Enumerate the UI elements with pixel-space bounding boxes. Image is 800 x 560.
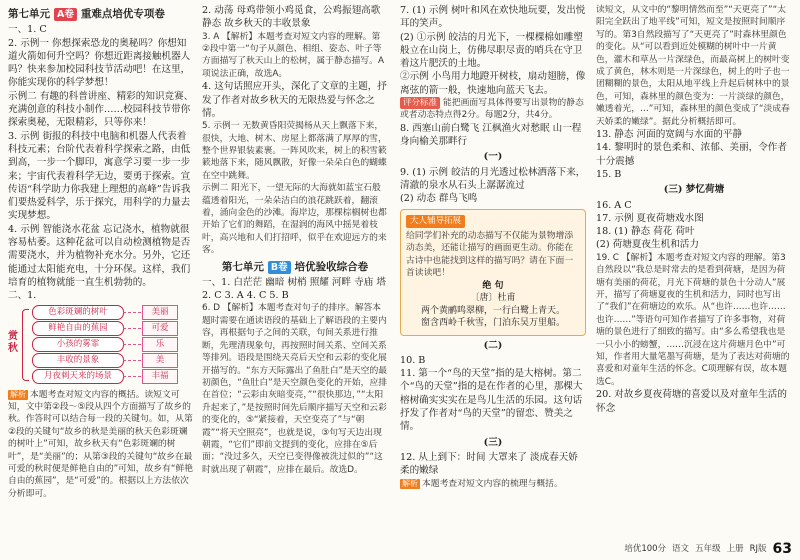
answer-q5-ex1: 5. 示例一 无数黄昏阳荧揭杨从天上飘落下来，很快，大地、树木、房屋上都落满了厚厚的雪，整个世界银装素裹。一阵风吹来，树上的积雪簌簌地落下来，随风飘散，好像一朵朵白色的蝴蝶在空中跳舞。: [202, 121, 387, 181]
analysis-block: [8, 389, 194, 501]
diagram-pill: 鲜艳自由的蕉园: [32, 321, 124, 336]
page-number: 63: [772, 540, 792, 557]
answer-q7-2: (2) ①示例 皎洁的月光下，一棵棵棉如雕塑般立在山岗上，仿佛尽职尽责的哨兵在守卫着这片肥沃的土地。: [400, 31, 583, 70]
answer-q1: 一、1. C: [8, 24, 47, 36]
answer-q7-1: 7. (1) 示例 树叶和风在欢快地玩要，发出悦耳的笑声。: [400, 5, 586, 30]
answer-s6: 6. D 【解析】本题考查对句子的排序。解答本题时需要在通读语段的基础上了解语段的主要内容，再根据句子之间的关联，句间关系进行推断，先理清现象句，再按照时间关系、空间关系等排列。语段是围绕天亮后天空和云彩的变化展开描写的。“东方天际露出了鱼肚白”是天空的最初颜色，“鱼肚白”是天空颜色变化的开始，应排在首位；“云彩由灰暗变亮，”“很快那边，”“太阳升起来了，”是按照时间先后顺序描写天空和云彩的变化的，⑤“紧接着，天空变亮了”与“朝霞”“将天空照亮”，也就是说，③句写天边出现朝霞，“它们”即前文提到的变化，应排在⑤后面；“没过多久，天空已变得像被洗过似的”“这时就出现了朝霞”，应排在最后。故选D。: [202, 303, 388, 475]
poem-line: 窗含西岭千秋雪，门泊东吴万里船。: [420, 318, 565, 329]
tip-text: 给同学们补充的动态描写不仅能为景物增添动态美，还能让描写的画面更生动。你能在古诗中也能找到这样的描写吗？请在下面一首读读吧！: [406, 230, 574, 279]
answer-q3: 3. A 【解析】本题考查对短文内容的理解。第②段中第一“句子从颜色、相组、姿态、叶子等方面描写了秋天山上的松树，属于静态描写。A项说法正确，故选A。: [202, 31, 384, 79]
answer-q4: 4. 这句话照应开头，深化了文章的主题，抒发了作者对故乡秋天的无限热爱与怀念之情。: [202, 81, 387, 119]
scoring-text: 能把画面写具体得要写出景物的静态或者动态特点得2分。每题2分，共4分。: [400, 98, 584, 121]
scoring-tag: 评分标准: [400, 97, 440, 109]
answer-q20: 20. 对故乡夏夜荷塘的喜爱以及对童年生活的怀念: [596, 389, 787, 414]
unit-label: 第七单元: [221, 260, 264, 273]
answer-q18-1: 18. (1) 静态 荷花 荷叶: [596, 226, 695, 238]
diagram-connector: [123, 360, 141, 361]
diagram-label: 赏 秋: [8, 330, 18, 354]
footer-book: 培优100分: [624, 543, 667, 554]
poem-title: 绝 句: [482, 280, 504, 291]
answer-q10: 10. B: [400, 354, 426, 366]
answer-q18-2: (2) 荷塘夏夜生机和活力: [596, 239, 699, 251]
column-3: [400, 4, 586, 490]
answer-q3: 3. 示例 街报的科技中电脑和机器人代表着科技元素；台阶代表着科学探索之路，由低到高，一步一个脚印，寓意学习要一步一步来；宇宙代表着科学无边，要勇于探索。宣传语“科学助力你我建上理想的高峰”告诉我们要热爱科学，乐于探究，用科学的力量去实现梦想。: [8, 130, 191, 222]
tip-title: 大人辅导拓展: [406, 215, 465, 228]
answer-q12: 12. 从上到下：时间 大罩来了 淡成春天娇柔的嫩绿: [400, 451, 578, 477]
scoring-block: [400, 97, 586, 122]
answer-q11b: 11. 第一个“鸟的天堂”指的是大榕树。第二个“鸟的天堂”指的是在作者的心里，那棵大榕树确实实实在是鸟儿生活的乐园。这句话抒发了作者对“鸟的天堂”的留恋、赞美之情。: [400, 368, 583, 433]
column-1: [8, 4, 194, 500]
diagram-connector: [123, 328, 141, 329]
answer-q7-3: ②示例 小鸟用力地蹬开树枝，扇动翅膀，像离弦的箭一般，快速地向蓝天飞去。: [400, 71, 586, 96]
diagram-pill: 月夜刺天来的场景: [32, 369, 124, 384]
unit-header-a: [8, 8, 194, 21]
answer-q14: 14. 黎明时的景色柔和、浓郁、美丽，令作者十分震撼: [596, 142, 787, 167]
column-2: [202, 4, 388, 476]
diagram-answer: 美丽: [142, 305, 178, 320]
footer-term: 上册: [726, 543, 744, 554]
diagram-connector: [123, 344, 141, 345]
diagram-pill: 色彩斑斓的树叶: [32, 305, 124, 320]
answer-s1: 一、1. 白茫茫 幽暗 树梢 照耀 河畔 寺庙 塔: [202, 276, 386, 288]
analysis-q12: [400, 478, 586, 490]
answer-q8: 8. 西塞山前白鹭飞 江枫渔火对愁眠 山一程 身向榆关那畔行: [400, 122, 582, 148]
answer-q4: 4. 示例 智能浇水花盆 忘记浇水，植物就很容易枯萎。这种花盆可以自动检测植物是否需要浇水，并为植物补充水分。另外，它还能通过太阳能充电，十分环保。这样，我们培育的植物就能一直生机勃勃的。: [8, 223, 191, 288]
answer-q13: 13. 静态 河面的宽阔与水面的平静: [596, 129, 743, 141]
footer-subject: 语文: [672, 543, 690, 554]
page-footer: [624, 540, 792, 557]
diagram-pill: 丰收的景象: [32, 353, 124, 368]
tip-box: [400, 209, 586, 336]
answer-q2-1: 2. 示例一 你想探索恐龙的奥秘吗？你想知道火箭如何升空吗？你想近距离接触机器人吗？快来参加校园科技节活动吧！在这里，你能实现你的科学梦想！: [8, 37, 191, 89]
diagram-connector: [123, 376, 141, 377]
answer-q16: 16. A C: [596, 199, 632, 211]
diagram-answer: 乐: [142, 337, 178, 352]
diagram-connector: [123, 312, 141, 313]
diagram-pill: 小孩的雾霏: [32, 337, 124, 352]
juan-b-badge: B卷: [268, 261, 291, 274]
unit-label: 第七单元: [8, 8, 50, 20]
footer-grade: 五年级: [695, 543, 721, 554]
analysis-text: 本题考查对短文内容的概括。读短文可知，文中第②段～⑤段从四个方面描写了故乡的秋。作答时可以结合每一段的关键句。如，从第②段的关键句“故乡的秋是美丽的秋天色彩斑斓的树叶上”可知，故乡秋天有“色彩斑斓的树叶”，是“美丽”的；从第③段的关键句“故乡在最可爱的秋时便是鲜艳自由的”可知，故乡有“鲜艳自由的蕉园”，是“可爱”的。根据以上方法依次分析即可。: [8, 389, 194, 499]
diagram-answer: 丰福: [142, 369, 178, 384]
answer-s2: 2. C 3. A 4. C 5. B: [202, 290, 289, 302]
answer-q5-label: 二、1.: [8, 290, 37, 302]
diagram-brace: [22, 309, 29, 381]
autumn-diagram: [8, 305, 194, 385]
poem-author: 〔唐〕杜甫: [470, 293, 516, 304]
diagram-answer: 可爱: [142, 321, 178, 336]
answer-q17: 17. 示例 夏夜荷塘戏水图: [596, 212, 704, 224]
section-title: 重难点培优专项卷: [80, 8, 165, 20]
subsection-1: (一): [483, 151, 503, 163]
analysis-text: 本题考查对短文内容的梳理与概括。: [422, 478, 563, 489]
subsection-heading: (三) 梦忆荷塘: [663, 184, 725, 196]
subsection-3: (三): [483, 436, 503, 448]
answer-q2-line1: 2. 动荡 母鸡带领小鸡觅食，公鸡振翅高歌: [202, 5, 381, 16]
unit-header-b: [202, 261, 388, 274]
answer-q2-line2: 静态 故乡秋天的丰收景象: [202, 18, 311, 30]
answer-q5-ex2: 示例二 阳光下，一望无际的大海就如蓝宝石般蕴透着阳光，一朵朵洁白的浪花跳跃着，翻滚着，涌向金色的沙滩。海岸边，那棵棕榈树也都开始了它们的舞蹈，在湿润的海风中摇晃着枝叶，高兴地和人们打招呼，似乎在欢迎远方的来客。: [202, 183, 387, 256]
answer-q9-1: 9. (1) 示例 皎洁的月光透过松林洒落下来，清澈的泉水从石头上潺潺流过: [400, 166, 586, 192]
analysis-tag: 解析: [402, 478, 418, 488]
poem-line: 两个黄鹂鸣翠柳，一行白鹭上青天。: [420, 305, 565, 316]
answer-q19: 19. C 【解析】本题考查对短文内容的理解。第3自然段以“我总是时常去的是看到荷塘，是因为荷塘有美丽的荷花，月光下荷塘的景色十分动人”展开，描写了荷塘夏夜的生机和活力，同时也写出了“我们”在荷塘边的欢乐。从“也许……也许……也许……”等语句可知作者描写了许多事物，对荷塘的景色进行了细致的描写。由“多么希望我也是一只小小的螃蟹，……沉浸在这片荷塘月色中”可知，作者用大量笔墨写荷塘，是为了表达对荷塘的喜爱和对童年生活的怀念。C项理解有误，故本题选C。: [596, 252, 790, 387]
answer-q9-2: (2) 动态 群鸟飞鸣: [400, 193, 478, 205]
analysis-tag: 解析: [10, 389, 26, 399]
juan-a-badge: A卷: [54, 8, 77, 21]
footer-edition: RJ版: [749, 543, 767, 554]
intro-analysis: 读短文，从文中的“黎明情然而至”“天更亮了”“太阳完全跃出了地平线”可知，短文是按照时间顺序写的。第3自然段描写了“天更亮了”时森林里颜色的变化。从“可以看到近处模糊的树叶中一片黄色，灌木和草丛一片深绿色，而最高树上的树叶变成了黄色，林木则是一片深绿色，树上的叶子也一团糊糊的景色，太阳从地平线上升起后树林中的景色，可知，森林里的颜色变为：一片淡绿的颜色，嫩透着光，…”可知，森林里的颜色变成了“淡成春天娇柔的嫩绿”。据此分析概括即可。: [596, 5, 790, 127]
column-4: [596, 4, 792, 415]
subsection-2: (二): [483, 339, 503, 351]
section-title: 培优验收综合卷: [294, 260, 369, 273]
answer-q2-2: 示例二 有趣的科普讲座、精彩的知识竞赛、充满创意的科技小制作……校园科技节带你探索奥秘，无限精彩，只等你来！: [8, 90, 194, 129]
answer-q15: 15. B: [596, 168, 622, 180]
diagram-answer: 美: [142, 353, 178, 368]
